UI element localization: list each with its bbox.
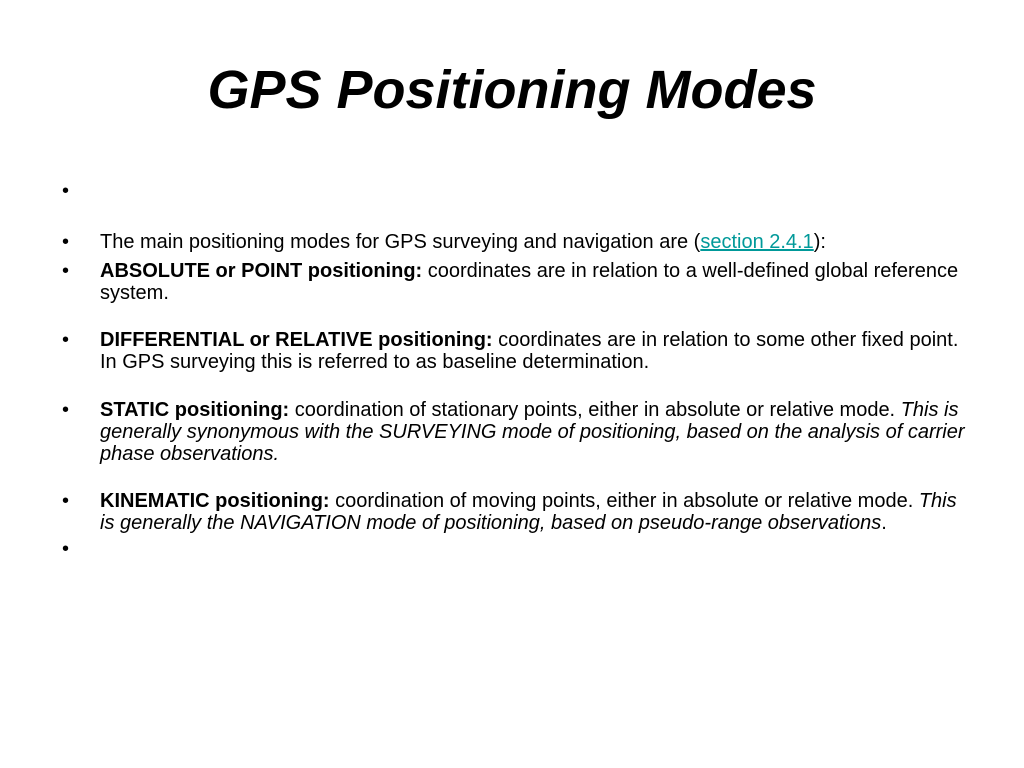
intro-text-before: The main positioning modes for GPS surveying and navigation are ( (100, 231, 701, 253)
empty-bullet-top (62, 180, 972, 202)
static-term: STATIC positioning: (100, 399, 290, 421)
slide-title: GPS Positioning Modes (207, 60, 817, 120)
absolute-text: coordinates are in relation to a well-defined global reference system. (100, 260, 959, 304)
kinematic-text: coordination of moving points, either in absolute or relative mode. (329, 490, 919, 512)
bullet-intro (62, 231, 972, 253)
differential-term: DIFFERENTIAL or RELATIVE positioning: (100, 329, 493, 351)
section-link[interactable]: section 2.4.1 (700, 231, 814, 253)
bullet-static (62, 399, 972, 465)
absolute-term: ABSOLUTE or POINT positioning: (100, 260, 423, 282)
kinematic-note-end: . (881, 512, 887, 534)
kinematic-term: KINEMATIC positioning: (100, 490, 330, 512)
differential-text: coordinates are in relation to some other fixed point. In GPS surveying this is referred to as baseline determination. (100, 329, 959, 373)
kinematic-note: This is generally the NAVIGATION mode of positioning, based on pseudo-range observations (100, 490, 957, 534)
bullet-differential (62, 329, 972, 373)
static-text: coordination of stationary points, either in absolute or relative mode. (289, 399, 901, 421)
static-note: This is generally synonymous with the SURVEYING mode of positioning, based on the analysis of carrier phase observations. (100, 399, 965, 465)
bullet-absolute (62, 260, 972, 304)
bullet-kinematic (62, 490, 972, 534)
empty-bullet-bottom (62, 538, 972, 560)
bullet-list (62, 180, 972, 560)
intro-text-after: ): (813, 231, 826, 253)
